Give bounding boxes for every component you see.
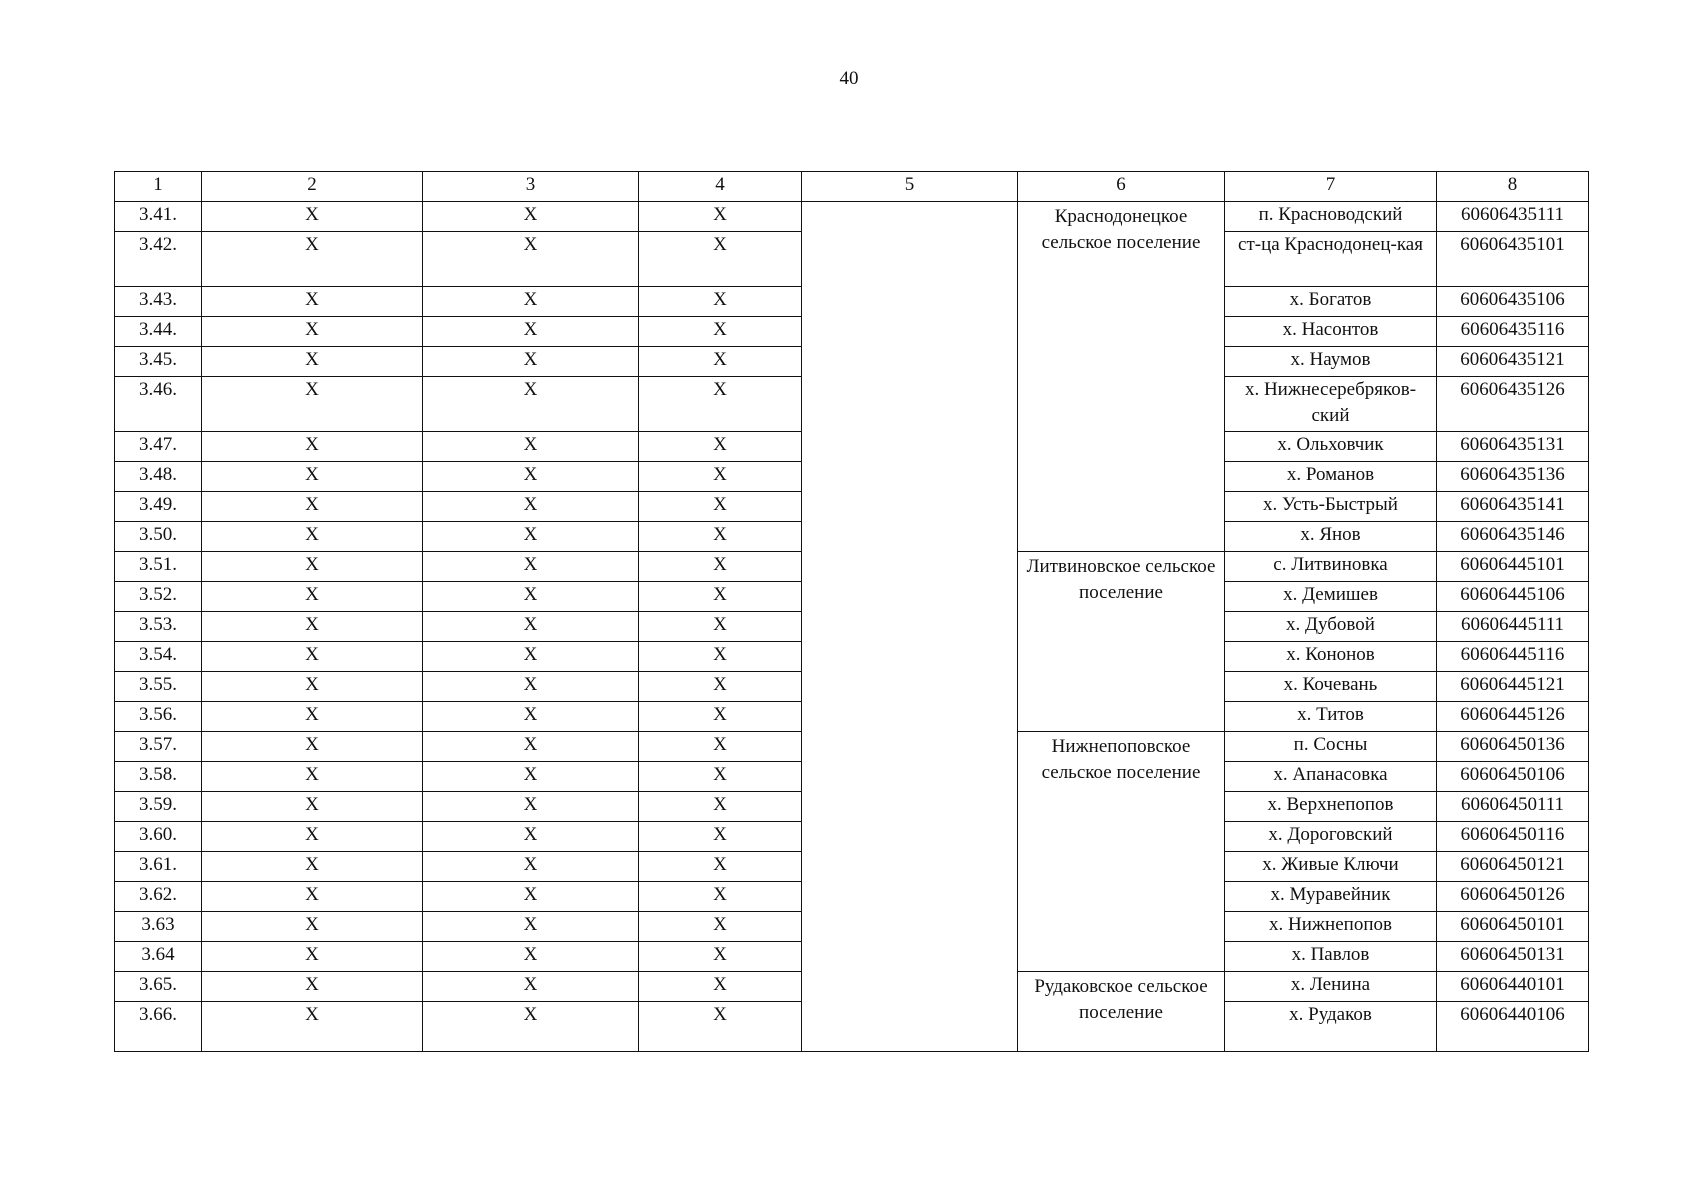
oktmo-code: 60606435106: [1437, 287, 1589, 317]
cell-col2: Х: [202, 702, 423, 732]
cell-col3: Х: [423, 942, 639, 972]
cell-col4: Х: [639, 912, 802, 942]
cell-col2: Х: [202, 432, 423, 462]
oktmo-code: 60606450136: [1437, 732, 1589, 762]
oktmo-code: 60606450126: [1437, 882, 1589, 912]
locality-name: х. Демишев: [1225, 582, 1437, 612]
cell-col2: Х: [202, 672, 423, 702]
oktmo-code: 60606445121: [1437, 672, 1589, 702]
oktmo-code: 60606435141: [1437, 492, 1589, 522]
cell-col2: Х: [202, 377, 423, 432]
oktmo-code: 60606450101: [1437, 912, 1589, 942]
oktmo-code: 60606445126: [1437, 702, 1589, 732]
cell-col2: Х: [202, 732, 423, 762]
column-header: 2: [202, 172, 423, 202]
cell-col4: Х: [639, 347, 802, 377]
page-number: 40: [839, 68, 859, 89]
cell-col4: Х: [639, 522, 802, 552]
cell-col3: Х: [423, 612, 639, 642]
locality-name: х. Кочевань: [1225, 672, 1437, 702]
cell-col4: Х: [639, 822, 802, 852]
cell-col3: Х: [423, 822, 639, 852]
row-number: 3.60.: [115, 822, 202, 852]
cell-col3: Х: [423, 702, 639, 732]
cell-col2: Х: [202, 822, 423, 852]
locality-name: х. Усть-Быстрый: [1225, 492, 1437, 522]
cell-col2: Х: [202, 522, 423, 552]
column-header: 7: [1225, 172, 1437, 202]
locality-name: х. Кононов: [1225, 642, 1437, 672]
cell-col2: Х: [202, 232, 423, 287]
row-number: 3.55.: [115, 672, 202, 702]
oktmo-code: 60606445116: [1437, 642, 1589, 672]
cell-col3: Х: [423, 1002, 639, 1052]
cell-col3: Х: [423, 672, 639, 702]
oktmo-code: 60606450116: [1437, 822, 1589, 852]
cell-col4: Х: [639, 492, 802, 522]
row-number: 3.47.: [115, 432, 202, 462]
locality-name: х. Ленина: [1225, 972, 1437, 1002]
locality-name: п. Сосны: [1225, 732, 1437, 762]
oktmo-code: 60606445101: [1437, 552, 1589, 582]
cell-col4: Х: [639, 882, 802, 912]
cell-col4: Х: [639, 942, 802, 972]
cell-col3: Х: [423, 582, 639, 612]
locality-name: х. Нижнесеребряков-ский: [1225, 377, 1437, 432]
row-number: 3.63: [115, 912, 202, 942]
cell-col2: Х: [202, 972, 423, 1002]
locality-name: ст-ца Краснодонец-кая: [1225, 232, 1437, 287]
oktmo-code: 60606440106: [1437, 1002, 1589, 1052]
row-number: 3.65.: [115, 972, 202, 1002]
locality-name: х. Павлов: [1225, 942, 1437, 972]
cell-col2: Х: [202, 347, 423, 377]
cell-col4: Х: [639, 462, 802, 492]
cell-col4: Х: [639, 432, 802, 462]
cell-col3: Х: [423, 232, 639, 287]
cell-col3: Х: [423, 317, 639, 347]
oktmo-code: 60606450106: [1437, 762, 1589, 792]
cell-col2: Х: [202, 287, 423, 317]
cell-col4: Х: [639, 762, 802, 792]
row-number: 3.44.: [115, 317, 202, 347]
locality-name: х. Титов: [1225, 702, 1437, 732]
cell-col2: Х: [202, 882, 423, 912]
row-number: 3.45.: [115, 347, 202, 377]
cell-col3: Х: [423, 377, 639, 432]
cell-col2: Х: [202, 852, 423, 882]
table-body: [115, 202, 1589, 1052]
cell-col3: Х: [423, 642, 639, 672]
column-header: 8: [1437, 172, 1589, 202]
locality-name: х. Дубовой: [1225, 612, 1437, 642]
locality-name: х. Романов: [1225, 462, 1437, 492]
cell-col3: Х: [423, 552, 639, 582]
locality-name: х. Ольховчик: [1225, 432, 1437, 462]
row-number: 3.43.: [115, 287, 202, 317]
cell-col4: Х: [639, 672, 802, 702]
oktmo-code: 60606435136: [1437, 462, 1589, 492]
cell-col3: Х: [423, 462, 639, 492]
cell-col3: Х: [423, 287, 639, 317]
cell-col4: Х: [639, 792, 802, 822]
oktmo-code: 60606435116: [1437, 317, 1589, 347]
cell-col2: Х: [202, 792, 423, 822]
row-number: 3.59.: [115, 792, 202, 822]
oktmo-code: 60606440101: [1437, 972, 1589, 1002]
cell-col4: Х: [639, 1002, 802, 1052]
locality-name: х. Верхнепопов: [1225, 792, 1437, 822]
row-number: 3.51.: [115, 552, 202, 582]
cell-col2: Х: [202, 942, 423, 972]
row-number: 3.64: [115, 942, 202, 972]
cell-col4: Х: [639, 582, 802, 612]
cell-col3: Х: [423, 202, 639, 232]
locality-name: х. Дороговский: [1225, 822, 1437, 852]
locality-name: х. Насонтов: [1225, 317, 1437, 347]
column-header: 4: [639, 172, 802, 202]
cell-col4: Х: [639, 642, 802, 672]
row-number: 3.54.: [115, 642, 202, 672]
cell-col2: Х: [202, 492, 423, 522]
cell-col3: Х: [423, 522, 639, 552]
locality-name: х. Янов: [1225, 522, 1437, 552]
locality-name: п. Красноводский: [1225, 202, 1437, 232]
cell-col3: Х: [423, 882, 639, 912]
row-number: 3.62.: [115, 882, 202, 912]
cell-col2: Х: [202, 552, 423, 582]
oktmo-code: 60606435111: [1437, 202, 1589, 232]
oktmo-code: 60606435146: [1437, 522, 1589, 552]
oktmo-code: 60606435101: [1437, 232, 1589, 287]
row-number: 3.52.: [115, 582, 202, 612]
cell-col2: Х: [202, 762, 423, 792]
column-header: 1: [115, 172, 202, 202]
row-number: 3.50.: [115, 522, 202, 552]
locality-name: х. Нижнепопов: [1225, 912, 1437, 942]
row-number: 3.57.: [115, 732, 202, 762]
oktmo-code: 60606445106: [1437, 582, 1589, 612]
cell-col3: Х: [423, 492, 639, 522]
locality-name: х. Наумов: [1225, 347, 1437, 377]
settlement-name: Нижнепоповское сельское поселение: [1018, 732, 1225, 972]
cell-col4: Х: [639, 317, 802, 347]
locality-name: х. Апанасовка: [1225, 762, 1437, 792]
cell-col3: Х: [423, 347, 639, 377]
cell-col2: Х: [202, 612, 423, 642]
cell-col4: Х: [639, 702, 802, 732]
row-number: 3.53.: [115, 612, 202, 642]
row-number: 3.66.: [115, 1002, 202, 1052]
oktmo-code: 60606435121: [1437, 347, 1589, 377]
settlement-name: Краснодонецкое сельское поселение: [1018, 202, 1225, 552]
cell-col4: Х: [639, 852, 802, 882]
row-number: 3.46.: [115, 377, 202, 432]
cell-col4: Х: [639, 972, 802, 1002]
row-number: 3.49.: [115, 492, 202, 522]
oktmo-code: 60606450111: [1437, 792, 1589, 822]
row-number: 3.56.: [115, 702, 202, 732]
oktmo-code: 60606450121: [1437, 852, 1589, 882]
cell-col2: Х: [202, 462, 423, 492]
cell-col3: Х: [423, 732, 639, 762]
settlement-name: Литвиновское сельское поселение: [1018, 552, 1225, 732]
cell-col4: Х: [639, 552, 802, 582]
row-number: 3.41.: [115, 202, 202, 232]
oktmo-code: 60606450131: [1437, 942, 1589, 972]
locality-name: х. Рудаков: [1225, 1002, 1437, 1052]
cell-col4: Х: [639, 377, 802, 432]
locality-name: х. Живые Ключи: [1225, 852, 1437, 882]
cell-col3: Х: [423, 432, 639, 462]
cell-col2: Х: [202, 202, 423, 232]
cell-col2: Х: [202, 1002, 423, 1052]
oktmo-code: 60606435131: [1437, 432, 1589, 462]
table-header-row: [115, 172, 1589, 202]
cell-col4: Х: [639, 232, 802, 287]
column-header: 3: [423, 172, 639, 202]
cell-col3: Х: [423, 852, 639, 882]
cell-col2: Х: [202, 582, 423, 612]
row-number: 3.48.: [115, 462, 202, 492]
cell-col5: [802, 202, 1018, 1052]
settlements-table: [114, 171, 1589, 1052]
cell-col2: Х: [202, 642, 423, 672]
cell-col2: Х: [202, 912, 423, 942]
table-row: [115, 202, 1589, 232]
cell-col4: Х: [639, 732, 802, 762]
cell-col3: Х: [423, 762, 639, 792]
locality-name: х. Богатов: [1225, 287, 1437, 317]
locality-name: х. Муравейник: [1225, 882, 1437, 912]
cell-col3: Х: [423, 792, 639, 822]
cell-col3: Х: [423, 912, 639, 942]
cell-col4: Х: [639, 287, 802, 317]
oktmo-code: 60606435126: [1437, 377, 1589, 432]
column-header: 5: [802, 172, 1018, 202]
column-header: 6: [1018, 172, 1225, 202]
row-number: 3.58.: [115, 762, 202, 792]
row-number: 3.61.: [115, 852, 202, 882]
oktmo-code: 60606445111: [1437, 612, 1589, 642]
cell-col2: Х: [202, 317, 423, 347]
cell-col4: Х: [639, 612, 802, 642]
settlement-name: Рудаковское сельское поселение: [1018, 972, 1225, 1052]
cell-col3: Х: [423, 972, 639, 1002]
cell-col4: Х: [639, 202, 802, 232]
row-number: 3.42.: [115, 232, 202, 287]
locality-name: с. Литвиновка: [1225, 552, 1437, 582]
